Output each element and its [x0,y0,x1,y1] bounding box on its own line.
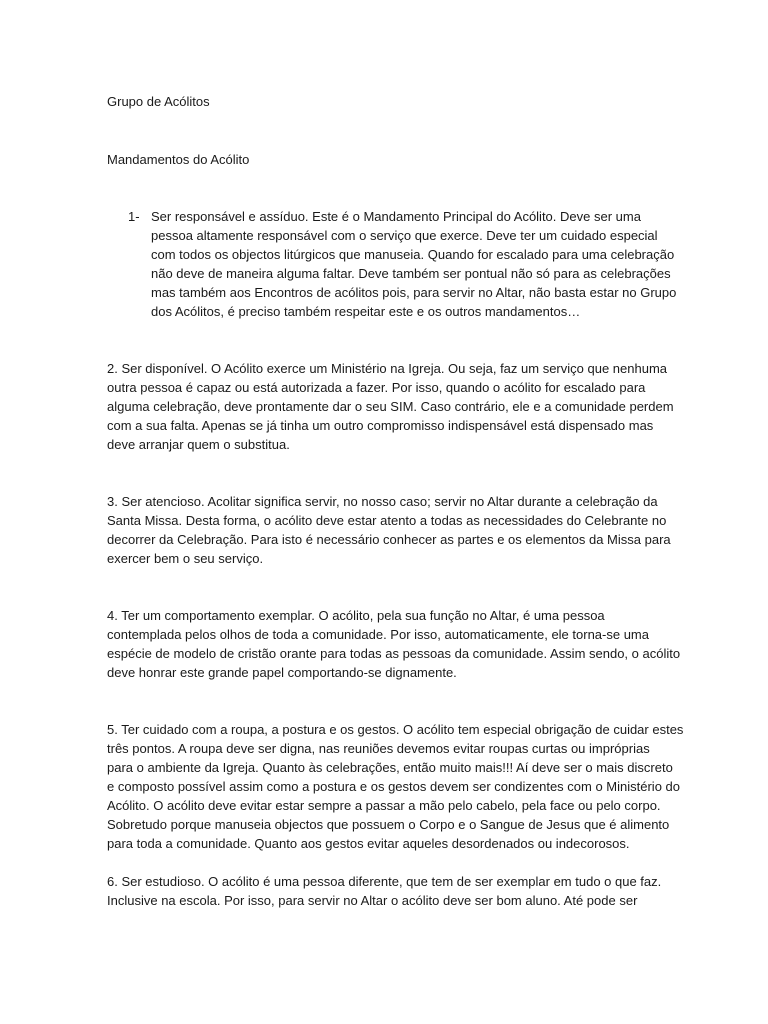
commandment-4 [107,606,680,682]
text-line: Santa Missa. Desta forma, o acólito deve estar atento a todas as necessidades do Celebrante no [107,513,667,528]
text-line: pessoa altamente responsável com o serviço que exerce. Deve ter um cuidado especial [151,228,658,243]
text-line: não deve de maneira alguma faltar. Deve também ser pontual não só para as celebrações [151,266,671,281]
text-line: mas também aos Encontros de acólitos pois, para servir no Altar, não basta estar no Grupo [151,285,677,300]
text-line: Ser responsável e assíduo. Este é o Mandamento Principal do Acólito. Deve ser uma [151,209,641,224]
text-line: 4. Ter um comportamento exemplar. O acólito, pela sua função no Altar, é uma pessoa [107,608,605,623]
commandment-1 [151,207,676,321]
document-subtitle: Mandamentos do Acólito [107,152,250,167]
text-line: exercer bem o seu serviço. [107,551,264,566]
text-line: espécie de modelo de cristão orante para todas as pessoas da comunidade. Assim sendo, o acólito [107,646,681,661]
commandment-3 [107,492,671,568]
commandment-2 [107,359,674,454]
commandment-6 [107,872,661,910]
text-line: 3. Ser atencioso. Acolitar significa servir, no nosso caso; servir no Altar durante a celebração da [107,494,658,509]
text-line: e composto possível assim como a postura e os gestos devem ser condizentes com o Ministério do [107,779,680,794]
list-item-number: 1- [128,209,140,224]
text-line: 2. Ser disponível. O Acólito exerce um Ministério na Igreja. Ou seja, faz um serviço que nenhuma [107,361,667,376]
text-line: dos Acólitos, é preciso também respeitar este e os outros mandamentos… [151,304,581,319]
text-line: para toda a comunidade. Quanto aos gestos evitar aqueles desordenados ou indecorosos. [107,836,630,851]
text-line: deve arranjar quem o substitua. [107,437,290,452]
text-line: Acólito. O acólito deve evitar estar sempre a passar a mão pelo cabelo, pela face ou pelo corpo. [107,798,661,813]
commandment-5 [107,720,683,853]
text-line: com a sua falta. Apenas se já tinha um outro compromisso indispensável está dispensado mas [107,418,654,433]
text-line: com todos os objectos litúrgicos que manuseia. Quando for escalado para uma celebração [151,247,675,262]
text-line: contemplada pelos olhos de toda a comunidade. Por isso, automaticamente, ele torna-se uma [107,627,649,642]
text-line: deve honrar este grande papel comportando-se dignamente. [107,665,457,680]
text-line: 5. Ter cuidado com a roupa, a postura e os gestos. O acólito tem especial obrigação de cuidar estes [107,722,684,737]
text-line: decorrer da Celebração. Para isto é necessário conhecer as partes e os elementos da Missa para [107,532,671,547]
text-line: 6. Ser estudioso. O acólito é uma pessoa diferente, que tem de ser exemplar em tudo o que faz. [107,874,662,889]
document-title: Grupo de Acólitos [107,94,210,109]
text-line: alguma celebração, deve prontamente dar o seu SIM. Caso contrário, ele e a comunidade perdem [107,399,674,414]
text-line: para o ambiente da Igreja. Quanto às celebrações, então muito mais!!! Aí deve ser o mais discreto [107,760,673,775]
text-line: outra pessoa é capaz ou está autorizada a fazer. Por isso, quando o acólito for escalado para [107,380,646,395]
text-line: Sobretudo porque manuseia objectos que possuem o Corpo e o Sangue de Jesus que é alimento [107,817,670,832]
text-line: Inclusive na escola. Por isso, para servir no Altar o acólito deve ser bom aluno. Até pode ser [107,893,638,908]
text-line: três pontos. A roupa deve ser digna, nas reuniões devemos evitar roupas curtas ou impróprias [107,741,650,756]
